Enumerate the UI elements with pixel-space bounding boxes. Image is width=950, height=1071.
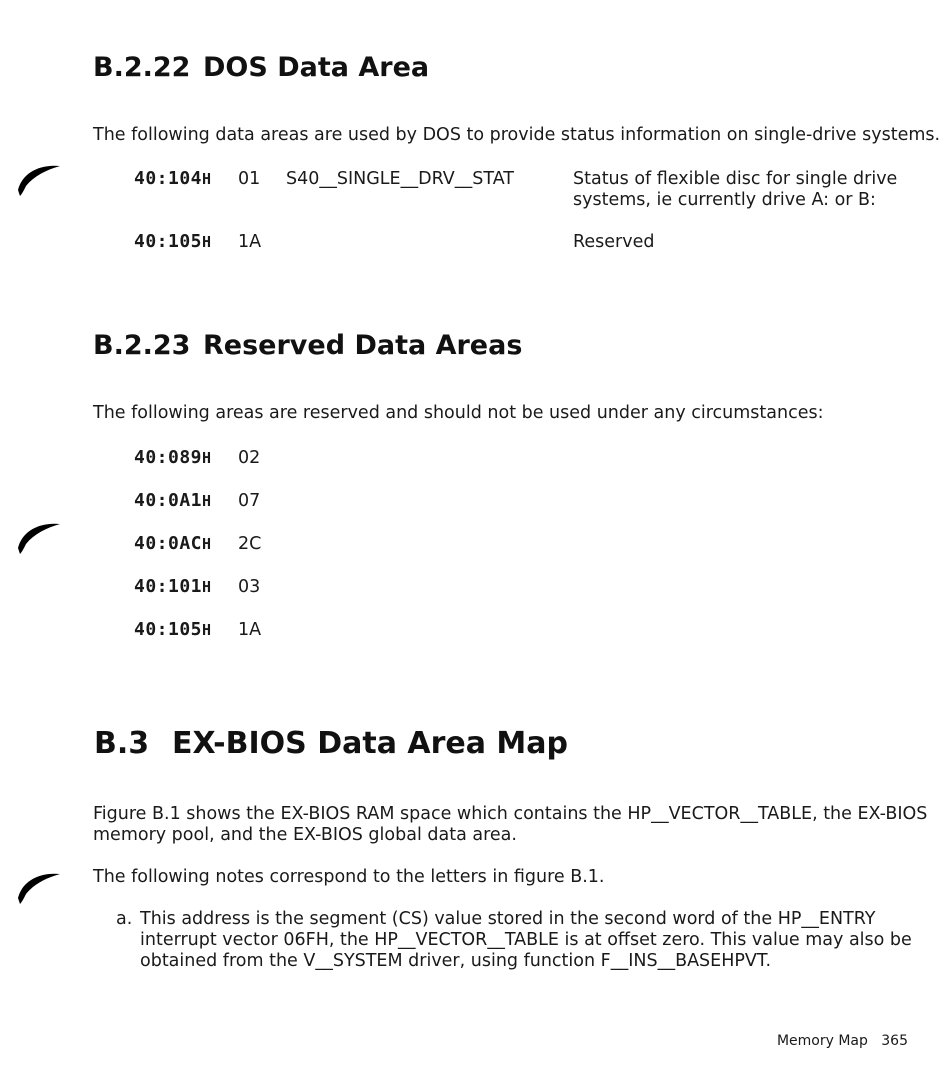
memory-address: 40:104H xyxy=(134,168,212,189)
memory-address: 40:0A1H xyxy=(134,490,212,511)
memory-address: 40:105H xyxy=(134,231,212,252)
footer-label: Memory Map xyxy=(776,1033,868,1049)
field-description: Status of flexible disc for single drive systems, ie currently drive A: or B: xyxy=(573,169,898,210)
section-title: Reserved Data Areas xyxy=(203,330,523,361)
page-footer xyxy=(777,1033,908,1049)
binder-hole-mark xyxy=(16,868,62,906)
byte-count: 2C xyxy=(238,534,262,554)
byte-count: 02 xyxy=(238,448,261,468)
variable-name: S40__SINGLE__DRV__STAT xyxy=(286,169,514,189)
dos-intro-paragraph: The following data areas are used by DOS to provide status information on single-drive systems. xyxy=(93,125,941,145)
exbios-intro-paragraph: Figure B.1 shows the EX-BIOS RAM space which contains the HP__VECTOR__TABLE, the EX-BIOS memory pool, and the EX-BIOS global data area. xyxy=(93,804,928,845)
section-heading-reserved-data-areas xyxy=(93,330,522,361)
notes-intro-paragraph: The following notes correspond to the letters in figure B.1. xyxy=(93,867,605,887)
byte-count: 07 xyxy=(238,491,261,511)
byte-count: 1A xyxy=(238,620,262,640)
section-number: B.2.23 xyxy=(93,330,191,361)
section-number: B.3 xyxy=(94,726,150,761)
section-heading-dos-data-area xyxy=(93,52,429,83)
memory-address: 40:105H xyxy=(134,619,212,640)
memory-address: 40:089H xyxy=(134,447,212,468)
section-title: EX-BIOS Data Area Map xyxy=(172,726,569,761)
byte-count: 03 xyxy=(238,577,261,597)
memory-address: 40:101H xyxy=(134,576,212,597)
section-title: DOS Data Area xyxy=(203,52,430,83)
page-number: 365 xyxy=(881,1033,908,1049)
binder-hole-mark xyxy=(16,518,62,556)
note-a-text: This address is the segment (CS) value stored in the second word of the HP__ENTRY interrupt vector 06FH, the HP__VECTOR__TABLE is at offset zero. This value may also be obtained from the V__SYSTEM driver, using function F__INS__BASEHPVT. xyxy=(140,909,912,971)
section-heading-exbios-data-area-map xyxy=(94,726,568,761)
reserved-intro-paragraph: The following areas are reserved and should not be used under any circumstances: xyxy=(93,403,824,423)
memory-address: 40:0ACH xyxy=(134,533,212,554)
byte-count: 01 xyxy=(238,169,261,189)
field-description: Reserved xyxy=(573,232,655,252)
note-letter: a. xyxy=(116,909,133,929)
binder-hole-mark xyxy=(16,160,62,198)
section-number: B.2.22 xyxy=(93,52,191,83)
byte-count: 1A xyxy=(238,232,262,252)
